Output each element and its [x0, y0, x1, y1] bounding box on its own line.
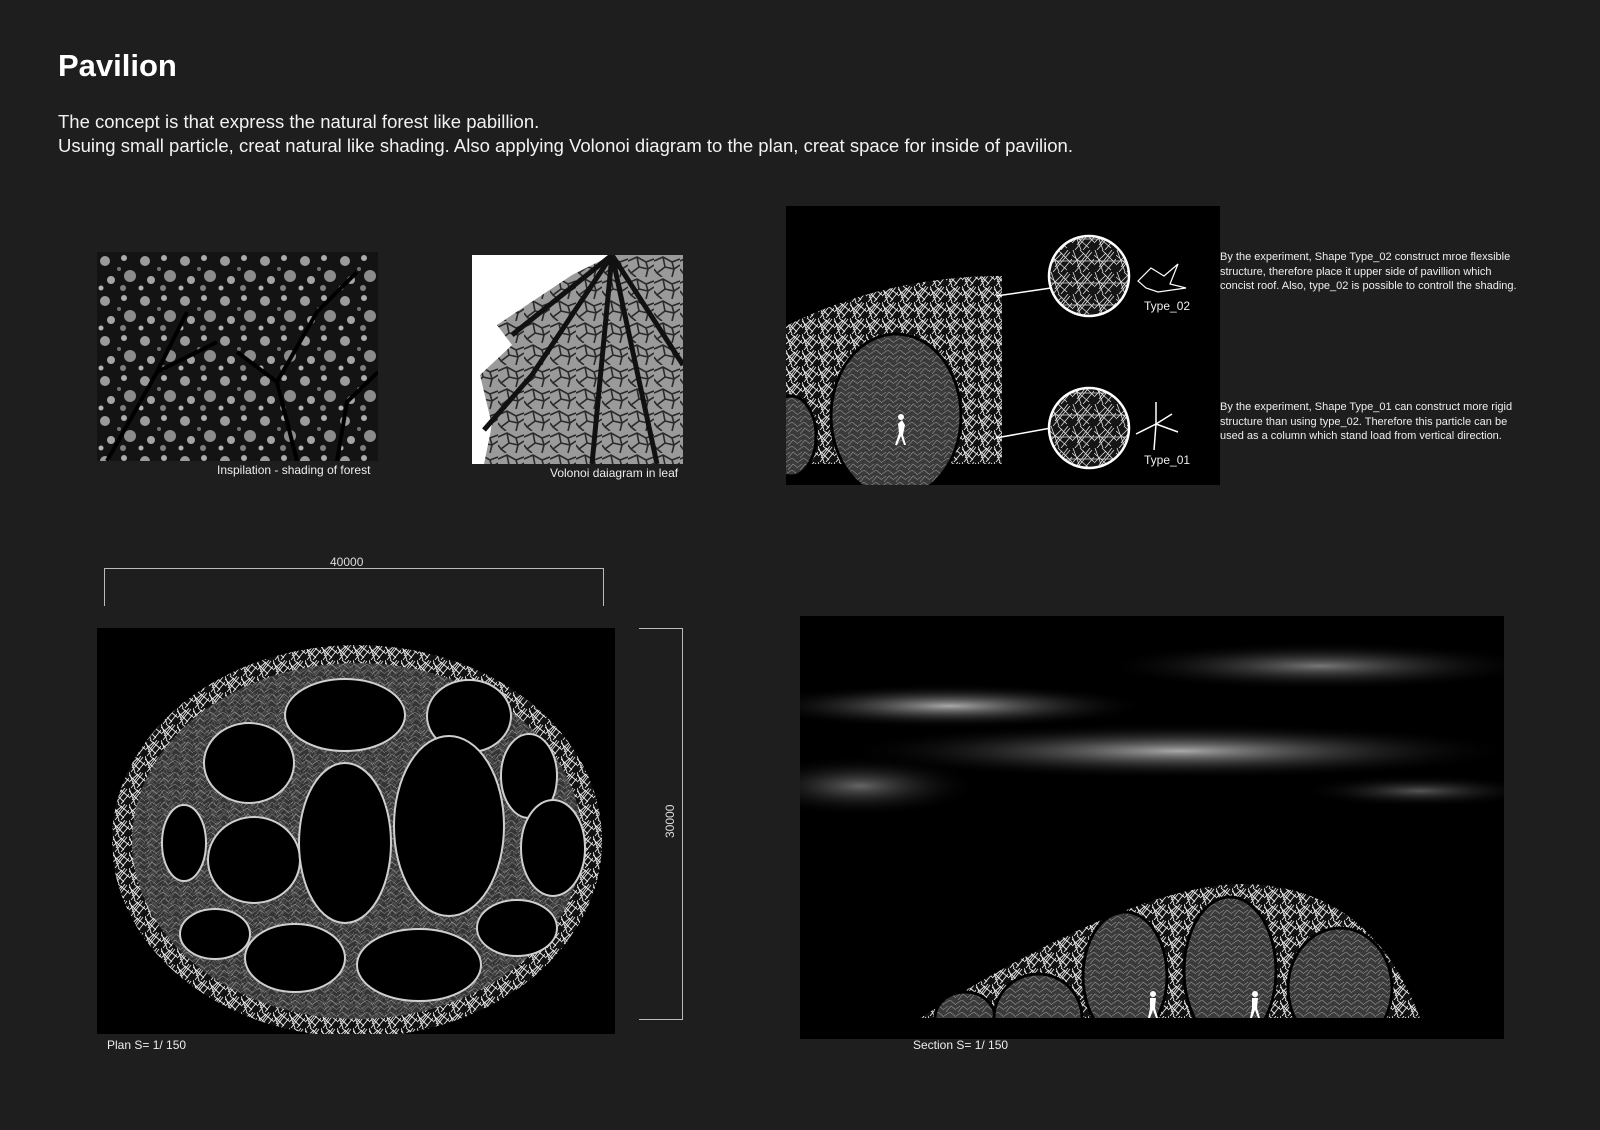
plan-caption: Plan S= 1/ 150 — [107, 1038, 187, 1052]
pavilion-section-drawing — [800, 616, 1504, 1039]
forest-caption: Inspilation - shading of forest — [217, 463, 371, 477]
intro-line-2: Usuing small particle, creat natural like shading. Also applying Volonoi diagram to the plan, creat space for inside of pavilion. — [58, 135, 1073, 156]
section-caption: Section S= 1/ 150 — [913, 1038, 1009, 1052]
type02-label: Type_02 — [1144, 299, 1191, 313]
plan-height-dimension: 30000 — [663, 804, 677, 838]
page-title: Pavilion — [58, 48, 177, 83]
forest-canopy-image — [97, 252, 378, 461]
leaf-caption: Volonoi daiagram in leaf — [550, 466, 679, 480]
leaf-voronoi-image — [472, 255, 683, 464]
plan-width-dimension-line — [104, 568, 604, 606]
pavilion-plan-drawing — [97, 628, 615, 1034]
type01-label: Type_01 — [1144, 453, 1191, 467]
type01-note: By the experiment, Shape Type_01 can construct more rigid structure than using type_02. Therefore this particle can be used as a column which stand load from vertical direction. — [1220, 401, 1513, 442]
plan-width-dimension: 40000 — [330, 555, 364, 569]
type02-note: By the experiment, Shape Type_02 construct mroe flexsible structure, therefore place it upper side of pavillion which concist roof. Also, type_02 is possible to controll the shading. — [1220, 251, 1517, 292]
intro-line-1: The concept is that express the natural forest like pabillion. — [58, 111, 540, 132]
particle-types-diagram — [786, 206, 1220, 485]
